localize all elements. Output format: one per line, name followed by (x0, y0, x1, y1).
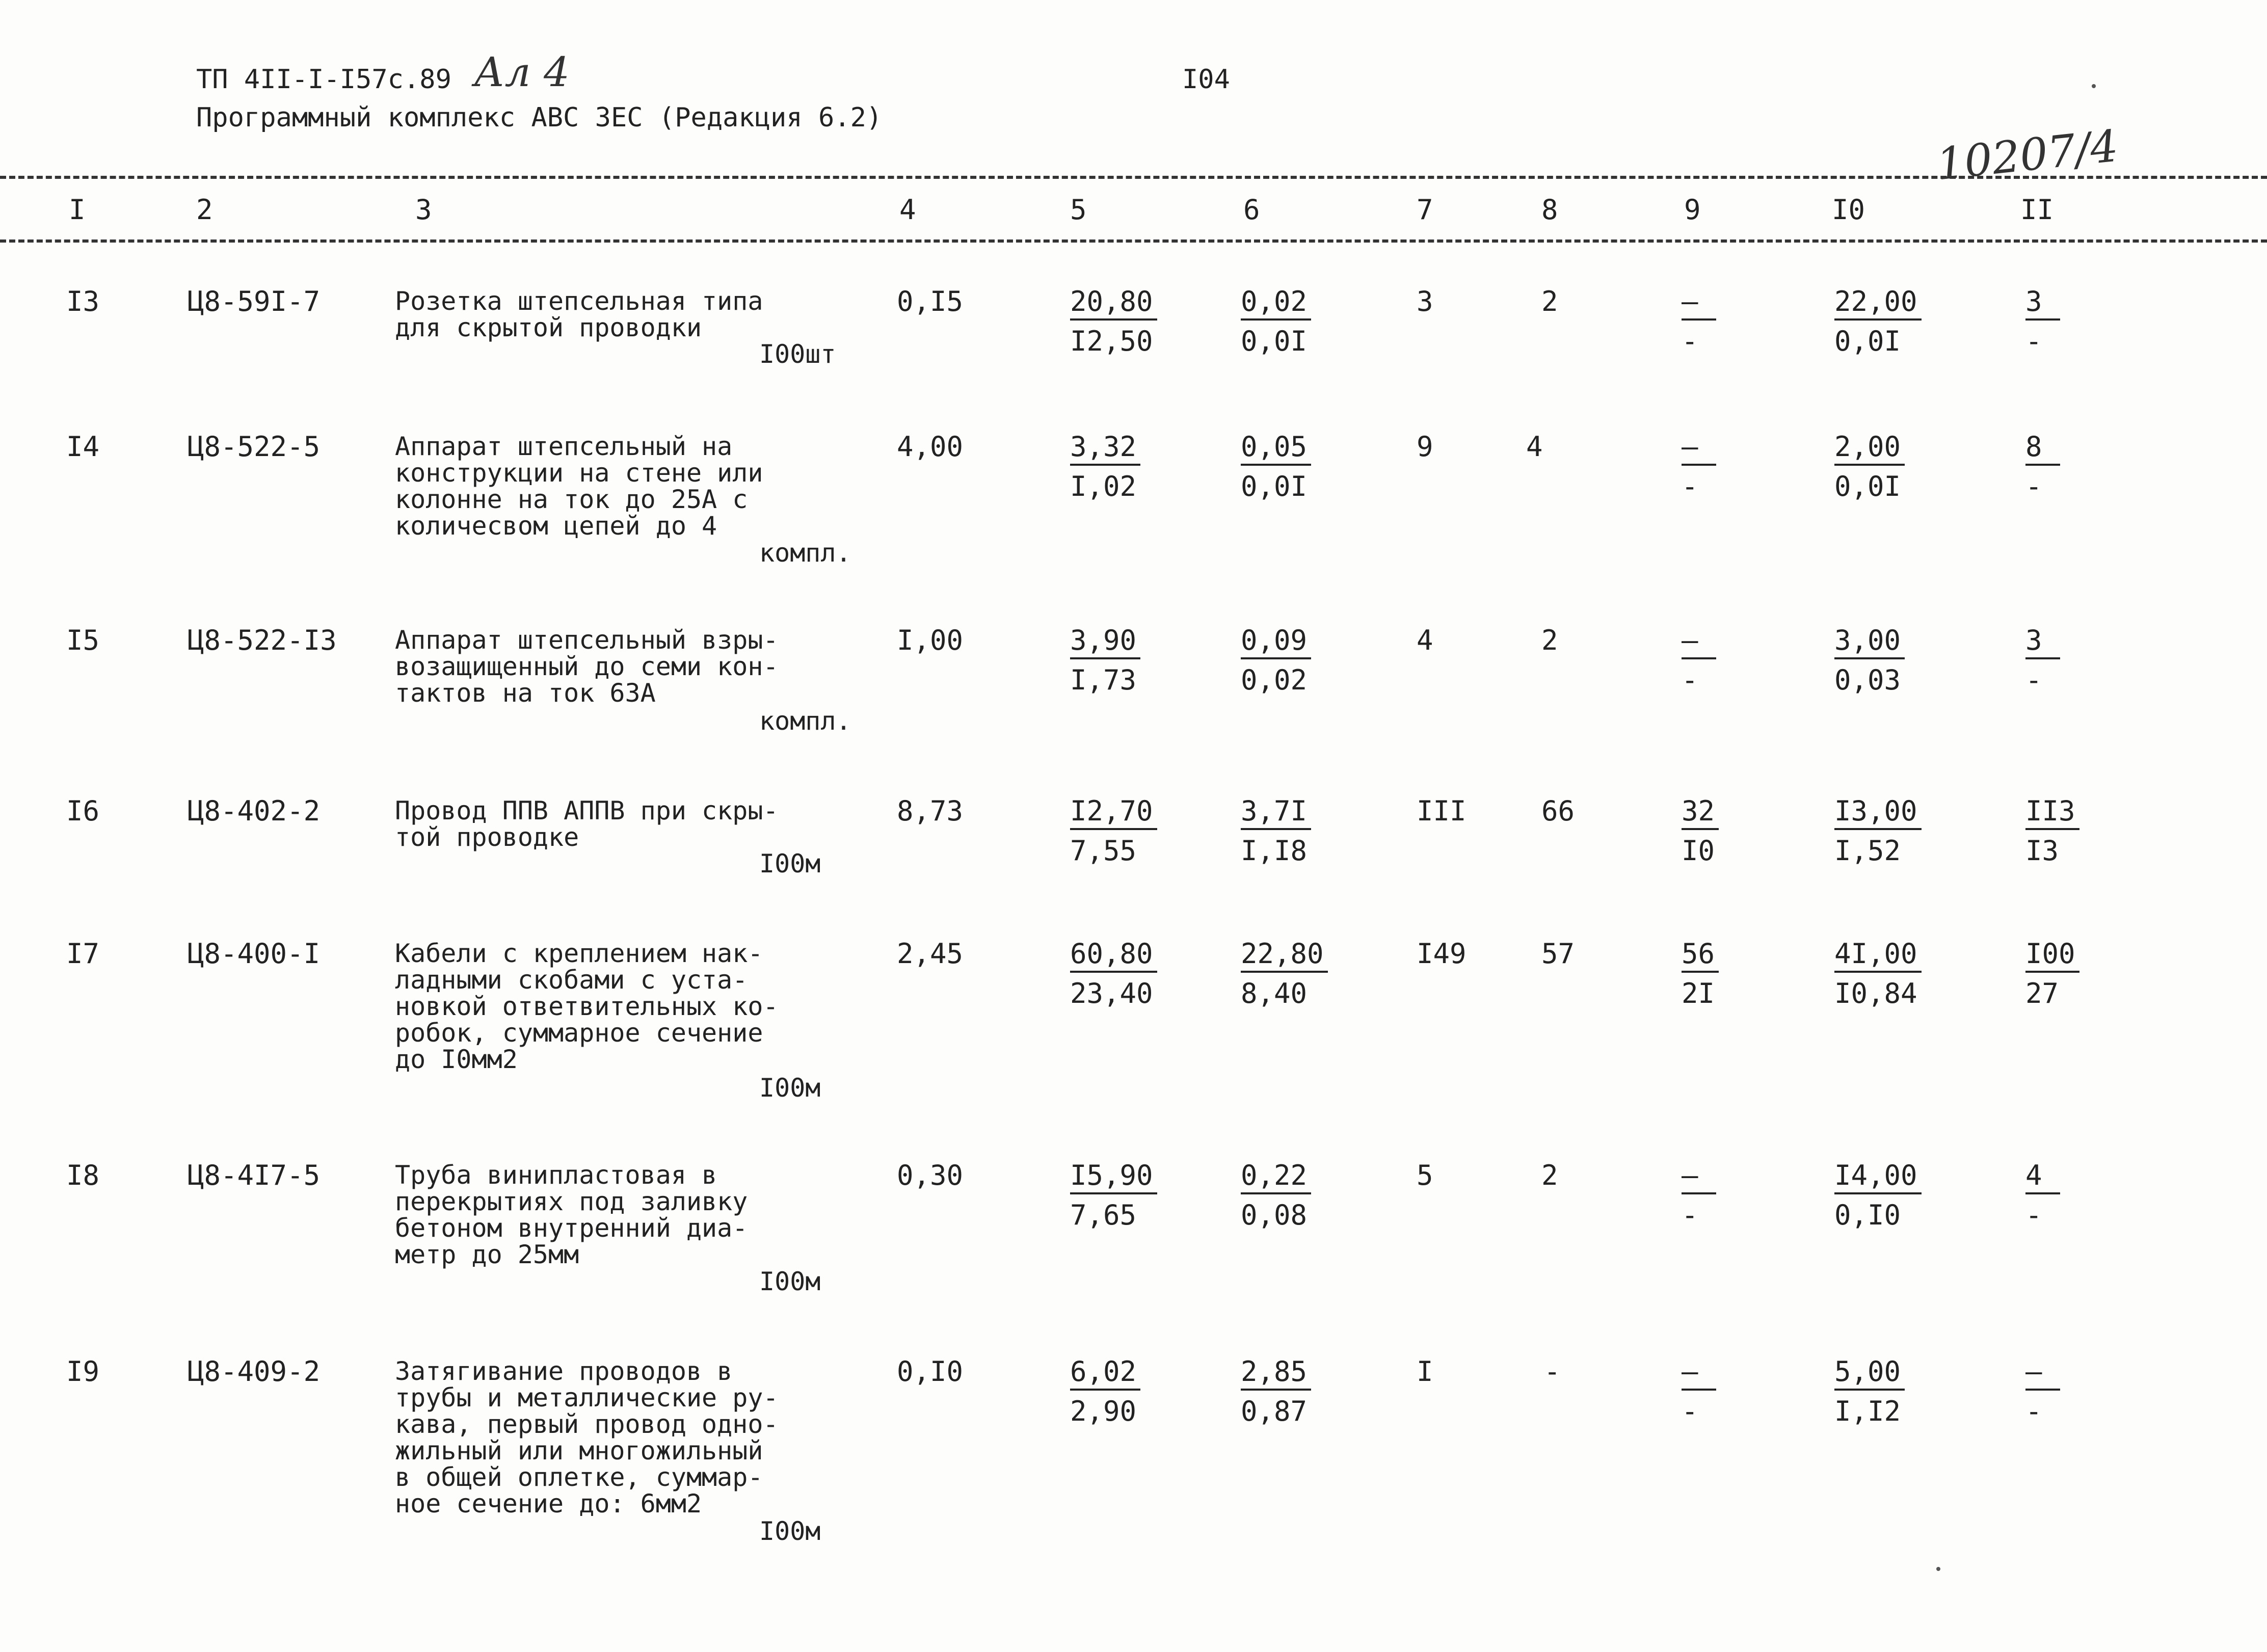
col10-bottom: I0,84 (1834, 977, 1917, 1009)
col8-value: 66 (1541, 795, 1575, 827)
col5-top: 6,02 (1070, 1358, 1140, 1391)
col9-bottom: - (1682, 664, 1698, 696)
col-header-3: 3 (415, 194, 432, 226)
col-header-5: 5 (1070, 194, 1087, 226)
work-description: Аппарат штепсельный взры- возащищенный до семи кон- тактов на ток 63А (395, 625, 779, 708)
col7-value: 5 (1417, 1159, 1433, 1191)
row-number: I7 (66, 938, 100, 970)
col-header-9: 9 (1684, 194, 1701, 226)
col5-fraction (1070, 624, 1140, 696)
table-row (0, 938, 2267, 1103)
unit-label: компл. (759, 706, 851, 736)
rate-code: Ц8-59I-7 (188, 285, 321, 317)
rate-code: Ц8-522-I3 (188, 624, 337, 656)
col7-value: 9 (1417, 431, 1433, 463)
col5-bottom: I,73 (1070, 664, 1137, 696)
col11-bottom: I3 (2025, 835, 2059, 867)
col5-fraction (1070, 1159, 1157, 1231)
col11-fraction (2025, 624, 2060, 696)
col5-bottom: I2,50 (1070, 325, 1153, 357)
col5-bottom: 23,40 (1070, 977, 1153, 1009)
col5-fraction (1070, 285, 1157, 357)
col6-top: 0,09 (1241, 627, 1311, 659)
col7-value: I (1417, 1355, 1433, 1388)
col9-fraction (1682, 624, 1716, 696)
row-number: I8 (66, 1159, 100, 1191)
program-line: Программный комплекс АВС 3ЕС (Редакция 6.2) (196, 102, 883, 133)
col6-bottom: 0,0I (1241, 325, 1308, 357)
work-description: Кабели с креплением нак- ладными скобами с уста- новкой ответвительных ко- робок, суммарное сечение до I0мм2 (395, 939, 779, 1074)
table-row (0, 431, 2267, 568)
col5-bottom: I,02 (1070, 470, 1137, 502)
col10-top: 2,00 (1834, 433, 1905, 466)
work-description: Затягивание проводов в трубы и металлические ру- кава, первый провод одно- жильный или многожильный в общей оплетке, суммар- ное сечение до: 6мм2 (395, 1356, 779, 1518)
col9-bottom: - (1682, 470, 1698, 502)
col11-top: 8 (2025, 433, 2060, 466)
col5-top: 60,80 (1070, 940, 1157, 973)
col10-fraction (1834, 797, 1922, 865)
col11-fraction (2025, 433, 2060, 500)
col10-fraction (1834, 940, 1922, 1007)
col5-fraction (1070, 797, 1157, 865)
col9-top: – (1682, 1358, 1716, 1391)
col6-fraction (1241, 624, 1311, 696)
col10-bottom: I,52 (1834, 835, 1901, 867)
col6-bottom: 0,0I (1241, 470, 1308, 502)
quantity: 0,30 (897, 1159, 964, 1191)
col10-top: 5,00 (1834, 1358, 1905, 1391)
col5-fraction (1070, 433, 1140, 500)
col8-value: 2 (1541, 1159, 1558, 1191)
col11-fraction (2025, 940, 2079, 1007)
col11-fraction (2025, 1159, 2060, 1231)
col10-fraction (1834, 624, 1905, 696)
row-number: I6 (66, 795, 100, 827)
col10-top: 22,00 (1834, 288, 1922, 321)
quantity: 8,73 (897, 795, 964, 827)
col5-bottom: 7,55 (1070, 835, 1137, 867)
col5-top: 20,80 (1070, 288, 1157, 321)
col7-value: III (1417, 795, 1466, 827)
col7-value: I49 (1417, 938, 1466, 970)
col6-bottom: 8,40 (1241, 977, 1308, 1009)
col11-fraction (2025, 285, 2060, 357)
col11-bottom: - (2025, 470, 2042, 502)
col6-top: 22,80 (1241, 940, 1328, 973)
col7-value: 4 (1417, 624, 1433, 656)
scan-speck (2092, 84, 2096, 88)
unit-label: I00м (759, 849, 821, 878)
col6-bottom: 0,87 (1241, 1395, 1308, 1427)
col10-bottom: 0,03 (1834, 664, 1901, 696)
col-header-7: 7 (1417, 194, 1433, 226)
col8-value: 2 (1541, 285, 1558, 317)
header-top-rule (0, 176, 2267, 179)
unit-label: I00шт (759, 339, 836, 369)
col11-bottom: - (2025, 1199, 2042, 1231)
col11-top: – (2025, 1358, 2060, 1391)
col9-bottom: I0 (1682, 835, 1715, 867)
col9-fraction (1682, 1159, 1716, 1231)
col5-fraction (1070, 1355, 1140, 1427)
col6-top: 0,05 (1241, 433, 1311, 466)
col5-bottom: 7,65 (1070, 1199, 1137, 1231)
unit-label: I00м (759, 1073, 821, 1103)
col5-bottom: 2,90 (1070, 1395, 1137, 1427)
col6-fraction (1241, 285, 1311, 357)
col11-top: I00 (2025, 940, 2079, 973)
col11-top: 4 (2025, 1162, 2060, 1194)
col5-top: I5,90 (1070, 1162, 1157, 1194)
col11-fraction (2025, 1355, 2060, 1427)
rate-code: Ц8-409-2 (188, 1355, 321, 1388)
col11-bottom: 27 (2025, 977, 2059, 1009)
col9-bottom: - (1682, 1199, 1698, 1231)
col6-top: 0,02 (1241, 288, 1311, 321)
col10-fraction (1834, 433, 1905, 500)
col10-bottom: 0,I0 (1834, 1199, 1901, 1231)
col10-bottom: 0,0I (1834, 470, 1901, 502)
col5-fraction (1070, 940, 1157, 1007)
col10-bottom: 0,0I (1834, 325, 1901, 357)
work-description: Провод ППВ АППВ при скры- той проводке (395, 796, 779, 852)
col6-top: 0,22 (1241, 1162, 1311, 1194)
col6-fraction (1241, 940, 1328, 1007)
page-number: I04 (1182, 64, 1230, 95)
col5-top: 3,90 (1070, 627, 1140, 659)
col10-fraction (1834, 1355, 1905, 1427)
col9-bottom: - (1682, 325, 1698, 357)
rate-code: Ц8-402-2 (188, 795, 321, 827)
rate-code: Ц8-522-5 (188, 431, 321, 463)
col9-top: – (1682, 627, 1716, 659)
col9-fraction (1682, 940, 1719, 1007)
col6-top: 2,85 (1241, 1358, 1311, 1391)
row-number: I3 (66, 285, 100, 317)
table-row (0, 795, 2267, 878)
col6-fraction (1241, 797, 1311, 865)
unit-label: компл. (759, 538, 851, 568)
unit-label: I00м (759, 1267, 821, 1296)
row-number: I9 (66, 1355, 100, 1388)
col-header-6: 6 (1243, 194, 1260, 226)
row-number: I4 (66, 431, 100, 463)
col10-fraction (1834, 285, 1922, 357)
col9-fraction (1682, 797, 1719, 865)
col11-fraction (2025, 797, 2079, 865)
col6-bottom: 0,08 (1241, 1199, 1308, 1231)
col11-top: 3 (2025, 288, 2060, 321)
col6-top: 3,7I (1241, 797, 1311, 830)
header-bottom-rule (0, 239, 2267, 243)
col8-value: 2 (1541, 624, 1558, 656)
col11-bottom: - (2025, 664, 2042, 696)
quantity: 2,45 (897, 938, 964, 970)
col11-bottom: - (2025, 1395, 2042, 1427)
rate-code: Ц8-400-I (188, 938, 321, 970)
col9-fraction (1682, 1355, 1716, 1427)
work-description: Труба винипластовая в перекрытиях под заливку бетоном внутренний диа- метр до 25мм (395, 1160, 748, 1269)
col8-value: - (1544, 1355, 1561, 1388)
col6-bottom: I,I8 (1241, 835, 1308, 867)
col11-top: 3 (2025, 627, 2060, 659)
col10-top: I4,00 (1834, 1162, 1922, 1194)
quantity: I,00 (897, 624, 964, 656)
col5-top: I2,70 (1070, 797, 1157, 830)
col9-fraction (1682, 433, 1716, 500)
col5-top: 3,32 (1070, 433, 1140, 466)
col10-top: 3,00 (1834, 627, 1905, 659)
col9-top: 32 (1682, 797, 1719, 830)
col9-bottom: - (1682, 1395, 1698, 1427)
unit-label: I00м (759, 1516, 821, 1546)
col-header-10: I0 (1832, 194, 1865, 226)
col-header-2: 2 (196, 194, 213, 226)
col-header-1: I (69, 194, 86, 226)
quantity: 0,I5 (897, 285, 964, 317)
col9-fraction (1682, 285, 1716, 357)
col8-value: 4 (1526, 431, 1543, 463)
col6-fraction (1241, 433, 1311, 500)
handwritten-mark: Ал 4 (474, 48, 570, 96)
col-header-8: 8 (1541, 194, 1558, 226)
col6-fraction (1241, 1159, 1311, 1231)
quantity: 4,00 (897, 431, 964, 463)
col8-value: 57 (1541, 938, 1575, 970)
work-description: Розетка штепсельная типа для скрытой проводки (395, 286, 763, 342)
document-code: ТП 4II-I-I57с.89 (196, 64, 451, 95)
col11-bottom: - (2025, 325, 2042, 357)
col7-value: 3 (1417, 285, 1433, 317)
col9-bottom: 2I (1682, 977, 1715, 1009)
col10-fraction (1834, 1159, 1922, 1231)
work-description: Аппарат штепсельный на конструкции на стене или колонне на ток до 25А с количесвом цепей до 4 (395, 432, 763, 541)
col-header-11: II (2020, 194, 2054, 226)
quantity: 0,I0 (897, 1355, 964, 1388)
col9-top: – (1682, 433, 1716, 466)
col9-top: – (1682, 1162, 1716, 1194)
col9-top: 56 (1682, 940, 1719, 973)
col9-top: – (1682, 288, 1716, 321)
handwritten-id: 10207/4 (1934, 120, 2121, 191)
col10-bottom: I,I2 (1834, 1395, 1901, 1427)
col6-bottom: 0,02 (1241, 664, 1308, 696)
row-number: I5 (66, 624, 100, 656)
rate-code: Ц8-4I7-5 (188, 1159, 321, 1191)
col6-fraction (1241, 1355, 1311, 1427)
col10-top: 4I,00 (1834, 940, 1922, 973)
col11-top: II3 (2025, 797, 2079, 830)
col10-top: I3,00 (1834, 797, 1922, 830)
col-header-4: 4 (899, 194, 916, 226)
scan-speck (1936, 1567, 1940, 1571)
